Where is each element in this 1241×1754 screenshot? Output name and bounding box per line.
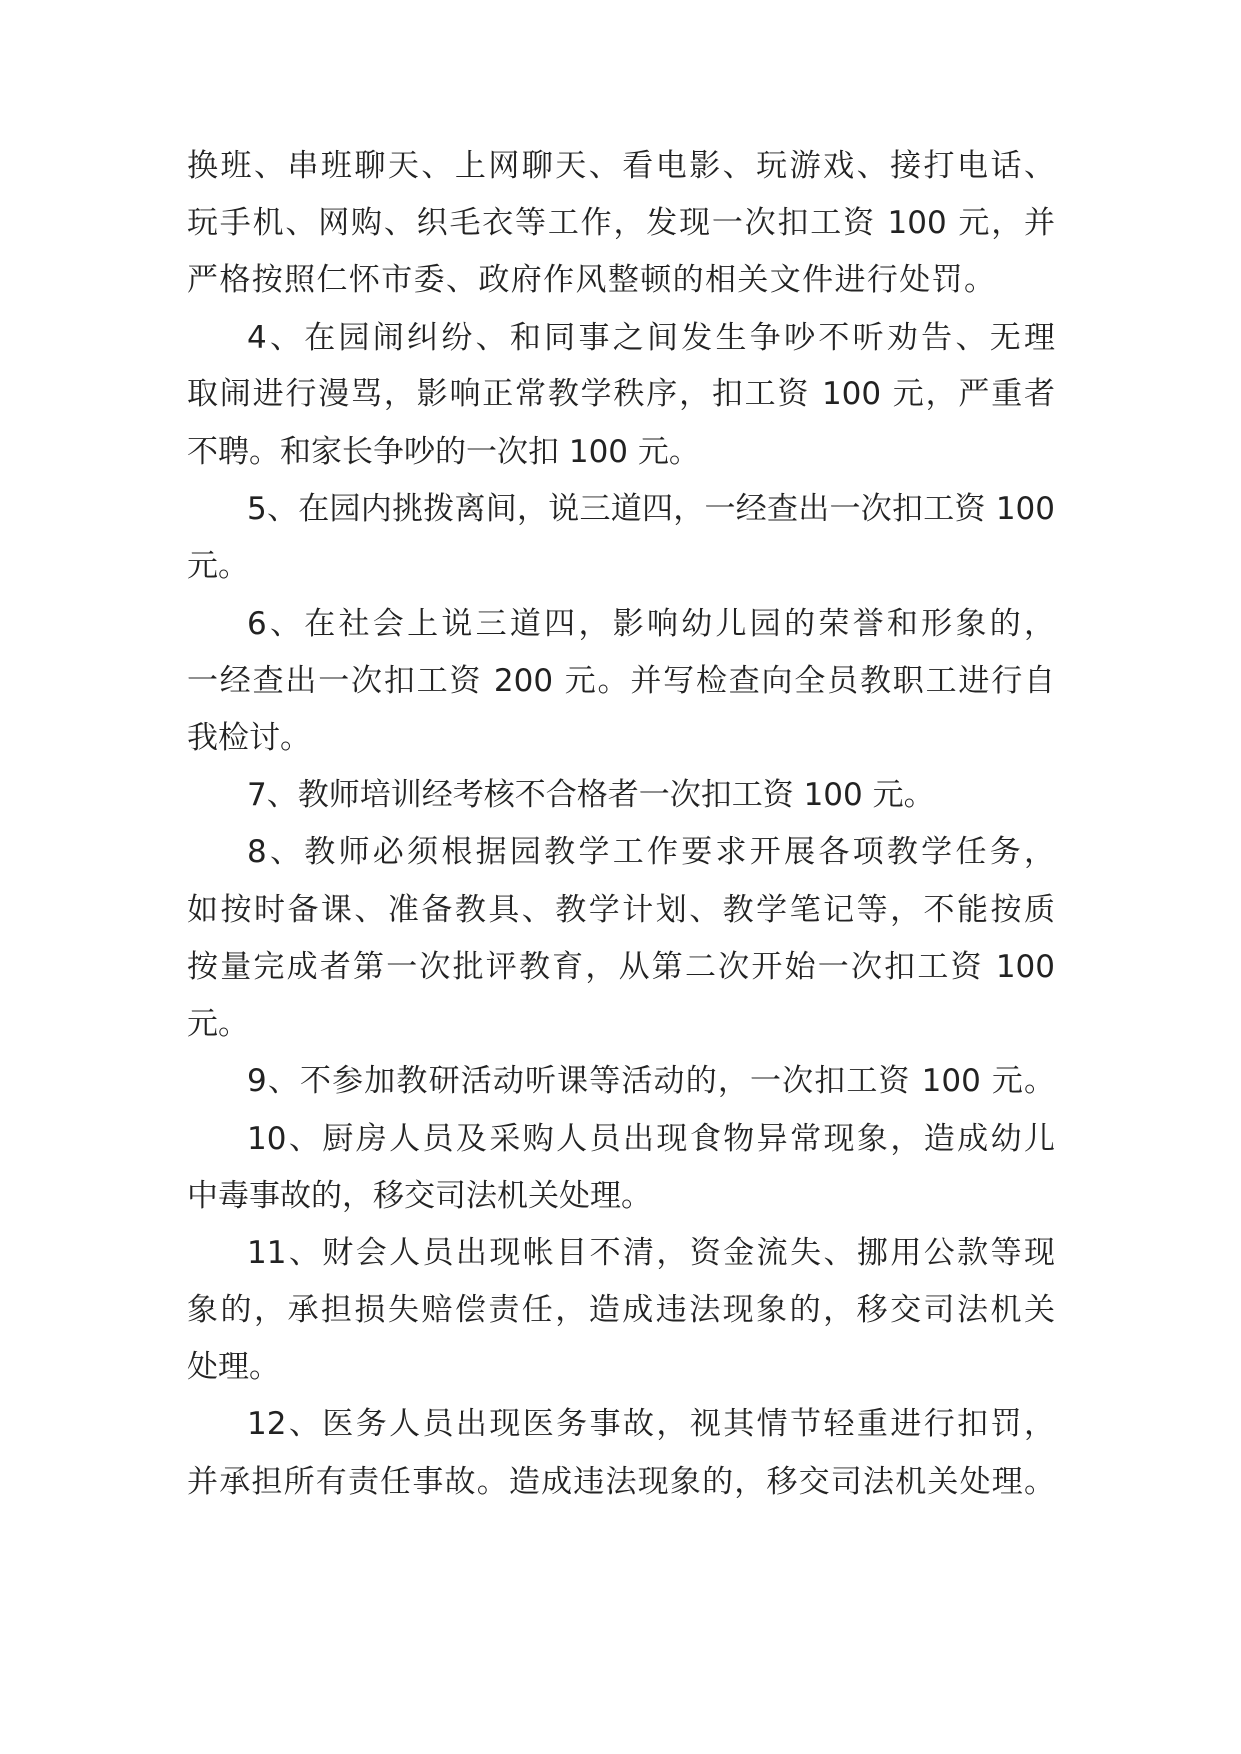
text-line-19: 中毒事故的，移交司法机关处理。	[187, 1178, 652, 1214]
text-line-2: 玩手机、网购、织毛衣等工作，发现一次扣工资 100 元，并	[187, 205, 1055, 241]
text-line-1: 换班、串班聊天、上网聊天、看电影、玩游戏、接打电话、	[187, 148, 1055, 184]
text-line-6: 不聘。和家长争吵的一次扣 100 元。	[187, 434, 700, 470]
text-line-12: 7、教师培训经考核不合格者一次扣工资 100 元。	[247, 777, 935, 813]
text-line-9: 6、在社会上说三道四，影响幼儿园的荣誉和形象的，	[247, 606, 1055, 642]
text-line-5: 取闹进行漫骂，影响正常教学秩序，扣工资 100 元，严重者	[187, 376, 1055, 412]
text-line-3: 严格按照仁怀市委、政府作风整顿的相关文件进行处罚。	[187, 262, 995, 298]
text-line-20: 11、财会人员出现帐目不清，资金流失、挪用公款等现	[247, 1235, 1055, 1271]
text-line-18: 10、厨房人员及采购人员出现食物异常现象，造成幼儿	[247, 1121, 1055, 1157]
text-line-24: 并承担所有责任事故。造成违法现象的，移交司法机关处理。	[187, 1464, 1055, 1500]
text-line-7: 5、在园内挑拨离间，说三道四，一经查出一次扣工资 100	[247, 491, 1055, 527]
text-line-21: 象的，承担损失赔偿责任，造成违法现象的，移交司法机关	[187, 1292, 1055, 1328]
text-line-22: 处理。	[187, 1349, 280, 1385]
text-line-23: 12、医务人员出现医务事故，视其情节轻重进行扣罚，	[247, 1406, 1055, 1442]
text-line-15: 按量完成者第一次批评教育，从第二次开始一次扣工资 100	[187, 949, 1055, 985]
text-line-16: 元。	[187, 1006, 249, 1042]
text-line-11: 我检讨。	[187, 720, 311, 756]
text-line-17: 9、不参加教研活动听课等活动的，一次扣工资 100 元。	[247, 1063, 1055, 1099]
text-line-4: 4、在园闹纠纷、和同事之间发生争吵不听劝告、无理	[247, 320, 1055, 356]
text-line-13: 8、教师必须根据园教学工作要求开展各项教学任务，	[247, 834, 1055, 870]
text-line-14: 如按时备课、准备教具、教学计划、教学笔记等，不能按质	[187, 892, 1055, 928]
text-line-10: 一经查出一次扣工资 200 元。并写检查向全员教职工进行自	[187, 663, 1055, 699]
text-line-8: 元。	[187, 548, 249, 584]
